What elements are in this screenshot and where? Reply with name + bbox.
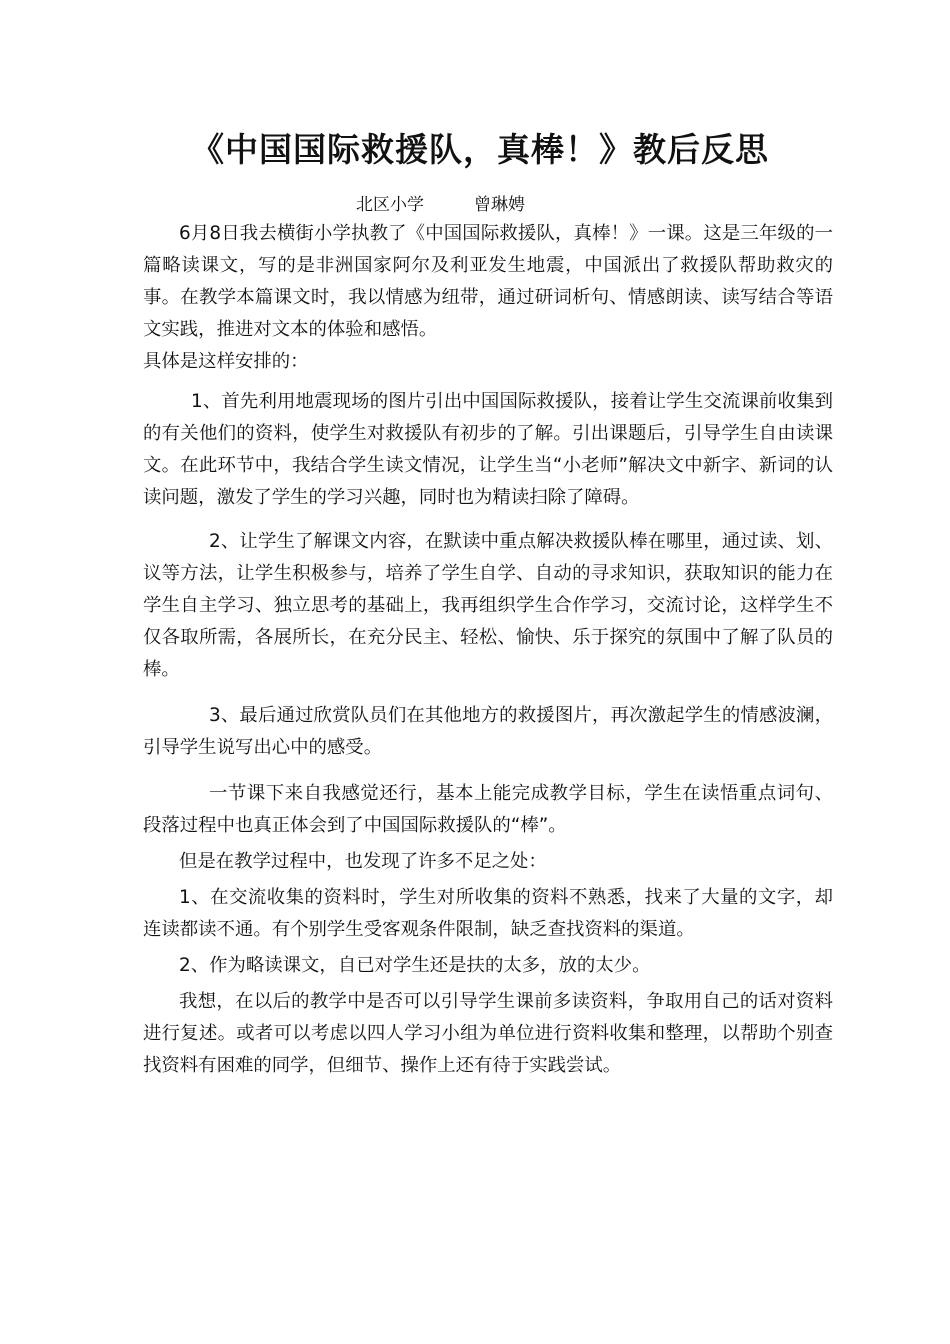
- paragraph-step-1: 1、首先利用地震现场的图片引出中国国际救援队，接着让学生交流课前收集到的有关他们的资料，使学生对救援队有初步的了解。引出课题后，引导学生自由读课文。在此环节中，我结合学生读文情况，让学生当“小老师”解决文中新字、新词的认读问题，激发了学生的学习兴趣，同时也为精读扫除了障碍。: [143, 391, 833, 508]
- paragraph-shortcoming-2: 2、作为略读课文，自已对学生还是扶的太多，放的太少。: [179, 955, 651, 976]
- paragraph-shortcoming-1: 1、在交流收集的资料时，学生对所收集的资料不熟悉，找来了大量的文字，却连读都读不通。有个别学生受客观条件限制，缺乏查找资料的渠道。: [143, 887, 833, 940]
- school-name: 北区小学: [356, 195, 424, 215]
- paragraph-intro: 6月8日我去横街小学执教了《中国国际救援队，真棒！》一课。这是三年级的一篇略读课文，写的是非洲国家阿尔及利亚发生地震，中国派出了救援队帮助救灾的事。在教学本篇课文时，我以情感为纽带，通过研词析句、情感朗读、读写结合等语文实践，推进对文本的体验和感悟。: [143, 223, 833, 340]
- document-title: 《中国国际救援队，真棒！》教后反思: [191, 130, 769, 169]
- paragraph-step-2: 2、让学生了解课文内容，在默读中重点解决救援队棒在哪里，通过读、划、议等方法，让学生积极参与，培养了学生自学、自动的寻求知识，获取知识的能力在学生自主学习、独立思考的基础上，我再组织学生合作学习，交流讨论，这样学生不仅各取所需，各展所长，在充分民主、轻松、愉快、乐于探究的氛围中了解了队员的棒。: [143, 531, 833, 680]
- paragraph-shortcomings-lead: 但是在教学过程中，也发现了许多不足之处：: [179, 851, 547, 872]
- document-body: [143, 218, 833, 1082]
- author-name: 曾琳娉: [474, 195, 525, 215]
- byline: [356, 194, 525, 216]
- paragraph-arrangement-lead: 具体是这样安排的：: [143, 351, 309, 372]
- paragraph-summary: 一节课下来自我感觉还行，基本上能完成教学目标，学生在读悟重点词句、段落过程中也真正体会到了中国国际救援队的“棒”。: [143, 783, 833, 836]
- paragraph-future-plan: 我想，在以后的教学中是否可以引导学生课前多读资料，争取用自己的话对资料进行复述。或者可以考虑以四人学习小组为单位进行资料收集和整理，以帮助个别查找资料有困难的同学，但细节、操作上还有待于实践尝试。: [143, 991, 833, 1076]
- paragraph-step-3: 3、最后通过欣赏队员们在其他地方的救援图片，再次激起学生的情感波澜，引导学生说写出心中的感受。: [143, 705, 833, 758]
